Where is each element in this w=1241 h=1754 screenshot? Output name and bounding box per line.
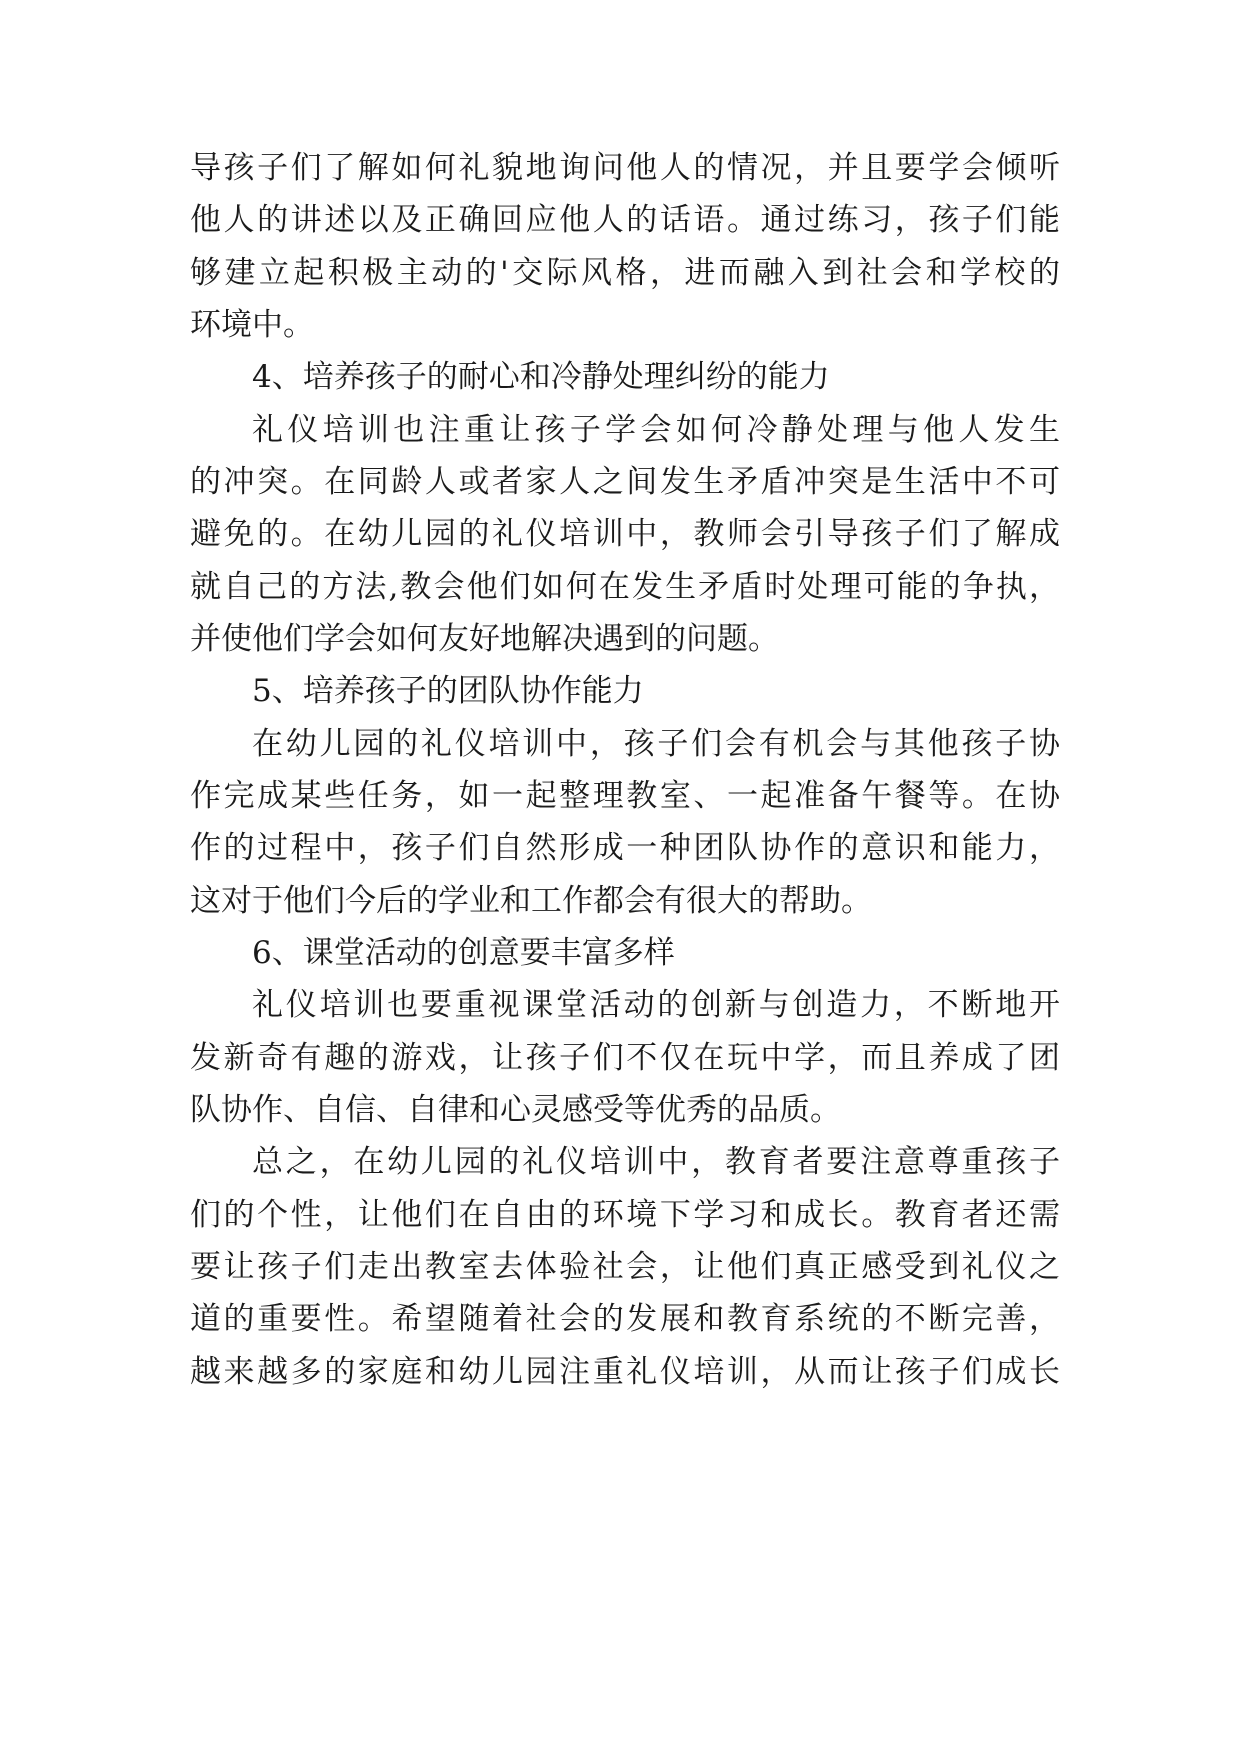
section-heading: 6、课堂活动的创意要丰富多样 [252, 935, 675, 971]
body-line: 环境中。 [190, 307, 314, 343]
body-line: 总之，在幼儿园的礼仪培训中，教育者要注意尊重孩子 [252, 1144, 1060, 1180]
body-line: 就自己的方法,教会他们如何在发生矛盾时处理可能的争执， [190, 569, 1060, 605]
body-line: 礼仪培训也注重让孩子学会如何冷静处理与他人发生 [252, 412, 1060, 448]
body-line: 发新奇有趣的游戏，让孩子们不仅在玩中学，而且养成了团 [190, 1040, 1060, 1076]
body-line: 他人的讲述以及正确回应他人的话语。通过练习，孩子们能 [190, 202, 1060, 238]
body-line: 导孩子们了解如何礼貌地询问他人的情况，并且要学会倾听 [190, 150, 1060, 186]
body-line: 作的过程中，孩子们自然形成一种团队协作的意识和能力， [190, 830, 1060, 866]
body-line: 在幼儿园的礼仪培训中，孩子们会有机会与其他孩子协 [252, 726, 1060, 762]
body-line: 这对于他们今后的学业和工作都会有很大的帮助。 [190, 883, 872, 919]
body-line: 越来越多的家庭和幼儿园注重礼仪培训，从而让孩子们成长 [190, 1354, 1060, 1390]
body-line: 礼仪培训也要重视课堂活动的创新与创造力，不断地开 [252, 987, 1060, 1023]
body-line: 们的个性，让他们在自由的环境下学习和成长。教育者还需 [190, 1197, 1060, 1233]
body-line: 作完成某些任务，如一起整理教室、一起准备午餐等。在协 [190, 778, 1060, 814]
section-heading: 5、培养孩子的团队协作能力 [252, 673, 644, 709]
body-line: 的冲突。在同龄人或者家人之间发生矛盾冲突是生活中不可 [190, 464, 1060, 500]
body-line: 避免的。在幼儿园的礼仪培训中，教师会引导孩子们了解成 [190, 516, 1060, 552]
section-heading: 4、培养孩子的耐心和冷静处理纠纷的能力 [252, 359, 830, 395]
body-line: 要让孩子们走出教室去体验社会，让他们真正感受到礼仪之 [190, 1249, 1060, 1285]
body-line: 够建立起积极主动的'交际风格，进而融入到社会和学校的 [190, 255, 1060, 291]
body-line: 道的重要性。希望随着社会的发展和教育系统的不断完善， [190, 1301, 1060, 1337]
body-line: 并使他们学会如何友好地解决遇到的问题。 [190, 621, 779, 657]
body-line: 队协作、自信、自律和心灵感受等优秀的品质。 [190, 1092, 841, 1128]
